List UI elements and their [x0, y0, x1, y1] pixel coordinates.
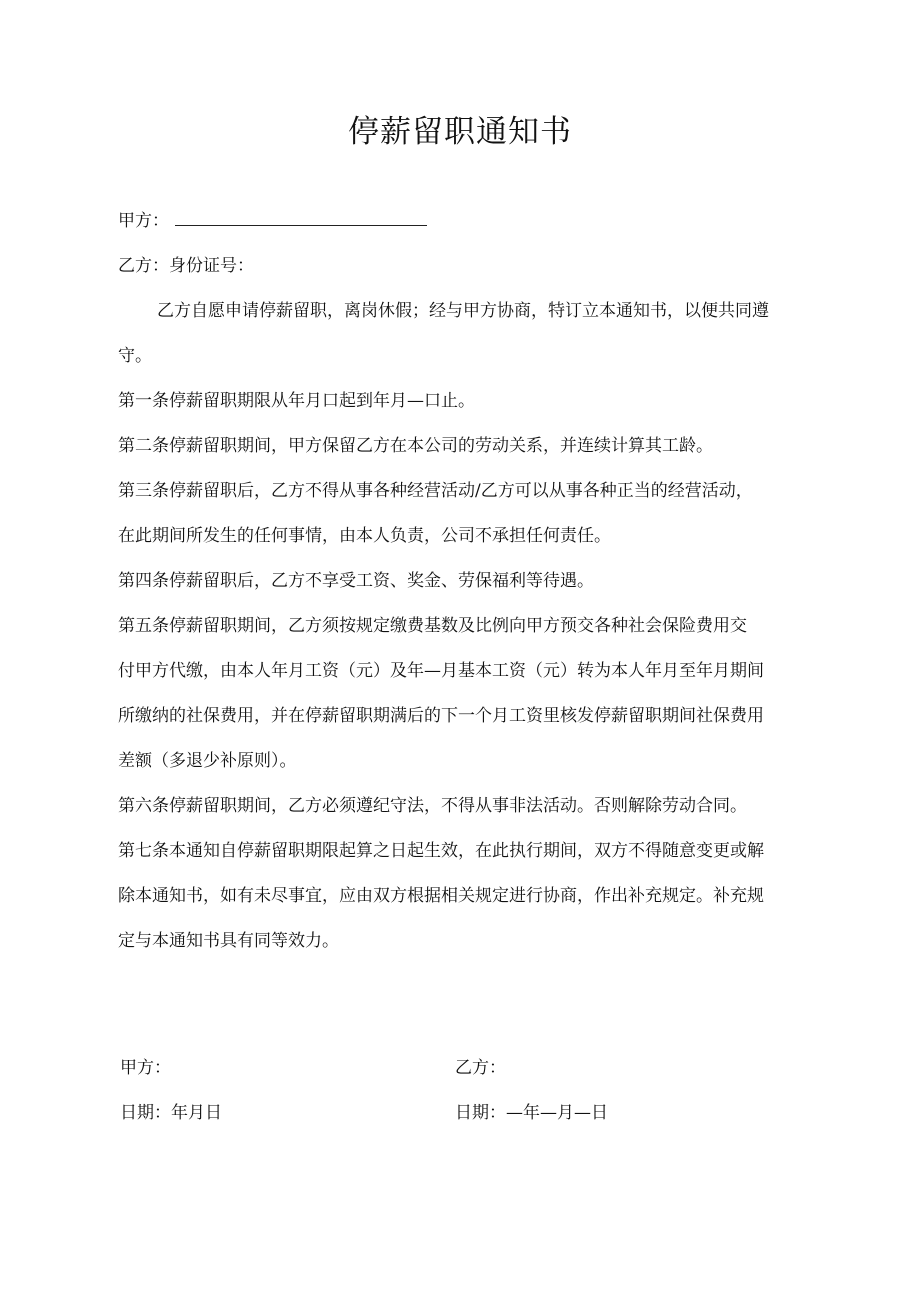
article-3-line-2: 在此期间所发生的任何事情，由本人负责，公司不承担任何责任。	[118, 526, 611, 546]
article-5-line-3: 所缴纳的社保费用，并在停薪留职期满后的下一个月工资里核发停薪留职期间社保费用	[118, 706, 764, 726]
signature-party-b: 乙方：	[455, 1058, 506, 1078]
article-5-line-4: 差额（多退少补原则）。	[118, 751, 297, 771]
article-5-line-1: 第五条停薪留职期间，乙方须按规定缴费基数及比例向甲方预交各种社会保险费用交	[118, 616, 747, 636]
intro-paragraph-line-1: 乙方自愿申请停薪留职，离岗休假；经与甲方协商，特订立本通知书，以便共同遵	[157, 301, 769, 321]
signature-date-a: 日期：年月日	[120, 1103, 222, 1123]
article-6: 第六条停薪留职期间，乙方必须遵纪守法，不得从事非法活动。否则解除劳动合同。	[118, 796, 747, 816]
article-7-line-1: 第七条本通知自停薪留职期限起算之日起生效，在此执行期间，双方不得随意变更或解	[118, 841, 764, 861]
signature-party-a: 甲方：	[120, 1058, 171, 1078]
party-b-id-line: 乙方：身份证号：	[118, 256, 254, 276]
party-a-label: 甲方：	[118, 211, 169, 231]
article-2: 第二条停薪留职期间，甲方保留乙方在本公司的劳动关系，并连续计算其工龄。	[118, 436, 713, 456]
document-title: 停薪留职通知书	[348, 114, 572, 150]
article-1: 第一条停薪留职期限从年月口起到年月—口止。	[118, 391, 475, 411]
article-3-line-1: 第三条停薪留职后，乙方不得从事各种经营活动/乙方可以从事各种正当的经营活动，	[118, 481, 753, 501]
intro-paragraph-line-2: 守。	[118, 346, 152, 366]
article-5-line-2: 付甲方代缴，由本人年月工资（元）及年—月基本工资（元）转为本人年月至年月期间	[118, 661, 764, 681]
article-7-line-2: 除本通知书，如有未尽事宜，应由双方根据相关规定进行协商，作出补充规定。补充规	[118, 886, 764, 906]
party-a-blank-underline	[175, 213, 427, 226]
signature-date-b: 日期：—年—月—日	[455, 1103, 608, 1123]
article-7-line-3: 定与本通知书具有同等效力。	[118, 931, 339, 951]
article-4: 第四条停薪留职后，乙方不享受工资、奖金、劳保福利等待遇。	[118, 571, 594, 591]
party-a-line	[118, 209, 427, 233]
